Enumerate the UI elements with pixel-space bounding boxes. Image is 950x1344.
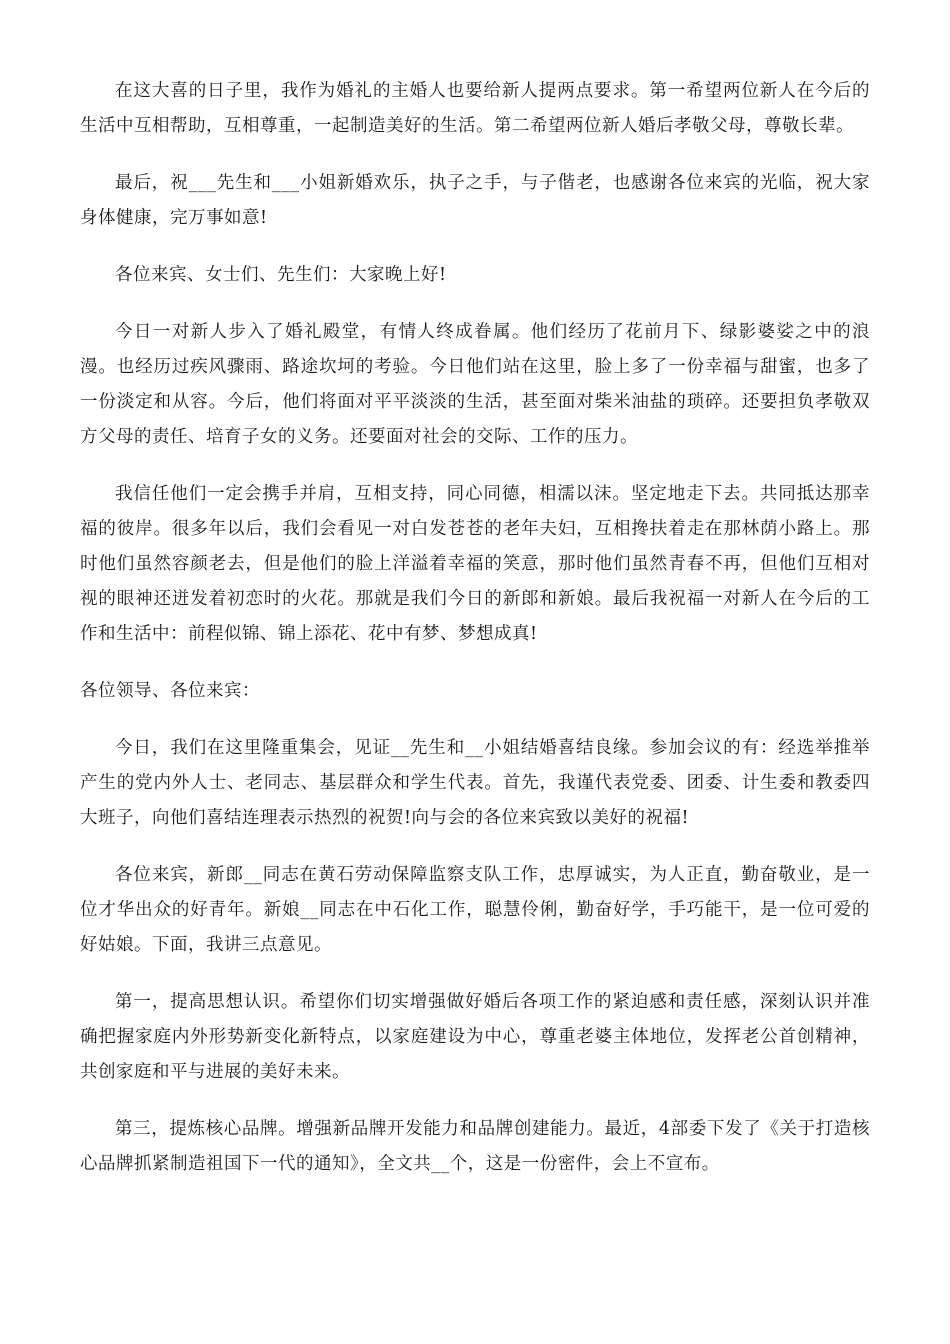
paragraph-6-salutation: 各位领导、各位来宾： xyxy=(80,681,260,701)
paragraph-5: 我信任他们一定会携手并肩，互相支持，同心同德，相濡以沫。坚定地走下去。共同抵达那幸福的彼岸。很多年以后，我们会看见一对白发苍苍的老年夫妇，互相搀扶着走在那林荫小路上。那时他们虽然容颜老去，但是他们的脸上洋溢着幸福的笑意，那时他们虽然青春不再，但他们互相对视的眼神还迸发着初恋时的火花。那就是我们今日的新郎和新娘。最后我祝福一对新人在今后的工作和生活中：前程似锦、锦上添花、花中有梦、梦想成真! xyxy=(80,484,870,644)
paragraph-4: 今日一对新人步入了婚礼殿堂，有情人终成眷属。他们经历了花前月下、绿影婆娑之中的浪漫。也经历过疾风骤雨、路途坎坷的考验。今日他们站在这里，脸上多了一份幸福与甜蜜，也多了一份淡定和从容。今后，他们将面对平平淡淡的生活，甚至面对柴米油盐的琐碎。还要担负孝敬双方父母的责任、培育子女的义务。还要面对社会的交际、工作的压力。 xyxy=(80,322,870,447)
paragraph-3: 各位来宾、女士们、先生们：大家晚上好! xyxy=(115,265,447,285)
paragraph-1: 在这大喜的日子里，我作为婚礼的主婚人也要给新人提两点要求。第一希望两位新人在今后的生活中互相帮助，互相尊重，一起制造美好的生活。第二希望两位新人婚后孝敬父母，尊敬长辈。 xyxy=(80,81,870,136)
paragraph-8: 各位来宾，新郎__同志在黄石劳动保障监察支队工作，忠厚诚实，为人正直，勤奋敬业，是一位才华出众的好青年。新娘__同志在中石化工作，聪慧伶俐，勤奋好学，手巧能干，是一位可爱的好姑娘。下面，我讲三点意见。 xyxy=(80,865,870,955)
paragraph-2: 最后，祝___先生和___小姐新婚欢乐，执子之手，与子偕老，也感谢各位来宾的光临，祝大家身体健康，完万事如意! xyxy=(80,173,870,228)
paragraph-10: 第三，提炼核心品牌。增强新品牌开发能力和品牌创建能力。最近，4部委下发了《关于打造核心品牌抓紧制造祖国下一代的通知》，全文共__个，这是一份密件，会上不宣布。 xyxy=(80,1119,870,1174)
paragraph-9: 第一，提高思想认识。希望你们切实增强做好婚后各项工作的紧迫感和责任感，深刻认识并准确把握家庭内外形势新变化新特点，以家庭建设为中心，尊重老婆主体地位，发挥老公首创精神，共创家庭和平与进展的美好未来。 xyxy=(80,992,870,1082)
paragraph-7: 今日，我们在这里隆重集会，见证__先生和__小姐结婚喜结良缘。参加会议的有：经选举推举产生的党内外人士、老同志、基层群众和学生代表。首先，我谨代表党委、团委、计生委和教委四大班子，向他们喜结连理表示热烈的祝贺!向与会的各位来宾致以美好的祝福! xyxy=(80,738,870,828)
